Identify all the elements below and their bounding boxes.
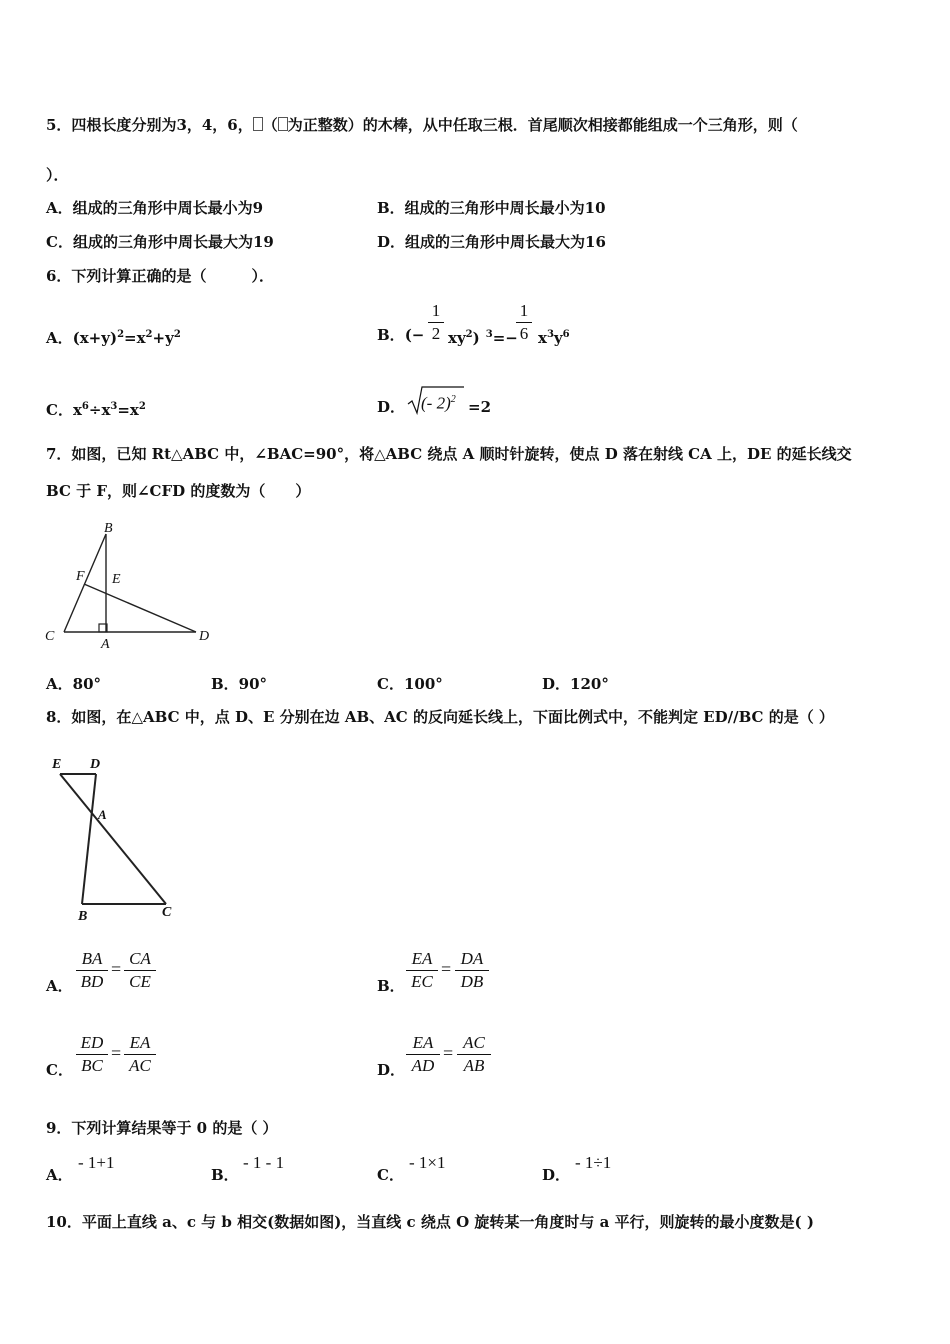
q8-c-fraction-right: $\frac{EA}{AC}$ bbox=[124, 1032, 156, 1077]
q6-option-c[interactable]: C．$x^6\div x^3=x^2$ bbox=[46, 401, 146, 419]
q7-stem-line1: 7．如图，已知 Rt△ABC 中，∠BAC=90°，将△ABC 绕点 A 顺时针旋转，使点 D 落在射线 CA 上，DE 的延长线交 bbox=[46, 445, 852, 463]
q7-label-e: E bbox=[112, 572, 121, 587]
q7-option-a[interactable]: A．80° bbox=[46, 675, 102, 693]
q10-stem: 10．平面上直线 a、c 与 b 相交(数据如图)，当直线 c 绕点 O 旋转某一角度时与 a 平行，则旋转的最小度数是( ) bbox=[46, 1213, 814, 1231]
q8-label-c: C bbox=[162, 905, 172, 920]
q9-c-expr: - 1×1 bbox=[409, 1153, 446, 1172]
q8-d-label: D． bbox=[377, 1061, 406, 1079]
q6-d-result: =2 bbox=[468, 398, 492, 416]
q6-d-radicand: (- 2)$^2$ bbox=[421, 393, 456, 413]
q8-b-equals: = bbox=[441, 959, 452, 979]
q8-label-a: A bbox=[98, 807, 107, 822]
q5-option-a[interactable]: A．组成的三角形中周长最小为9 bbox=[46, 199, 264, 217]
q8-b-fraction-left: $\frac{EA}{EC}$ bbox=[406, 948, 438, 993]
q7-figure bbox=[44, 518, 214, 653]
q7-label-f: F bbox=[76, 569, 85, 584]
q6-b-mid: $xy^2$) $^3$=− bbox=[448, 329, 518, 347]
q6-b-result: $x^3y^6$ bbox=[538, 329, 570, 347]
q8-label-b: B bbox=[78, 909, 88, 924]
q6-d-label: D． bbox=[377, 398, 406, 416]
q8-a-equals: = bbox=[111, 959, 122, 979]
q8-b-label: B． bbox=[377, 977, 405, 995]
q6-stem: 6．下列计算正确的是（ ）． bbox=[46, 267, 274, 285]
q5-option-c[interactable]: C．组成的三角形中周长最大为19 bbox=[46, 233, 274, 251]
q7-option-b[interactable]: B．90° bbox=[211, 675, 268, 693]
q6-b-fraction-2: $\frac{1}{6}$ bbox=[516, 300, 532, 345]
q7-option-d[interactable]: D．120° bbox=[542, 675, 609, 693]
q8-d-fraction-left: $\frac{EA}{AD}$ bbox=[406, 1032, 440, 1077]
q6-b-open: B．(− bbox=[377, 326, 425, 344]
q9-c-label: C． bbox=[377, 1166, 404, 1184]
missing-glyph-icon bbox=[253, 117, 263, 131]
q8-figure bbox=[44, 752, 184, 927]
q8-stem: 8．如图，在△ABC 中，点 D、E 分别在边 AB、AC 的反向延长线上，下面比例式中，不能判定 ED//BC 的是（ ） bbox=[46, 708, 834, 726]
missing-glyph-icon bbox=[278, 117, 288, 131]
q7-label-b: B bbox=[104, 521, 113, 536]
q9-stem: 9．下列计算结果等于 0 的是（ ） bbox=[46, 1119, 278, 1137]
q7-option-c[interactable]: C．100° bbox=[377, 675, 443, 693]
q7-triangle-diagram bbox=[44, 518, 214, 653]
q8-label-e: E bbox=[52, 757, 62, 772]
q5-option-b[interactable]: B．组成的三角形中周长最小为10 bbox=[377, 199, 606, 217]
q9-a-expr: - 1+1 bbox=[78, 1153, 115, 1172]
q8-label-d: D bbox=[90, 757, 101, 772]
q7-stem-line2: BC 于 F，则∠CFD 的度数为（ ） bbox=[46, 482, 311, 500]
q8-c-label: C． bbox=[46, 1061, 73, 1079]
q7-label-a: A bbox=[101, 637, 110, 652]
q8-a-fraction-right: $\frac{CA}{CE}$ bbox=[124, 948, 156, 993]
q9-d-label: D． bbox=[542, 1166, 571, 1184]
q6-b-fraction-1: $\frac{1}{2}$ bbox=[428, 300, 444, 345]
q7-label-c: C bbox=[45, 629, 55, 644]
q8-c-equals: = bbox=[111, 1043, 122, 1063]
q8-b-fraction-right: $\frac{DA}{DB}$ bbox=[455, 948, 489, 993]
q8-d-equals: = bbox=[443, 1043, 454, 1063]
q6-option-a[interactable]: A．$(x+y)^2=x^2+y^2$ bbox=[46, 329, 181, 347]
q5-stem-end: ）． bbox=[46, 166, 69, 184]
q5-stem: 5．四根长度分别为3，4，6， （ 为正整数）的木棒，从中任取三根．首尾顺次相接都能组成一个三角形，则（ bbox=[46, 116, 798, 134]
q8-d-fraction-right: $\frac{AC}{AB}$ bbox=[457, 1032, 491, 1077]
q8-c-fraction-left: $\frac{ED}{BC}$ bbox=[76, 1032, 108, 1077]
q9-a-label: A． bbox=[46, 1166, 73, 1184]
q5-option-d[interactable]: D．组成的三角形中周长最大为16 bbox=[377, 233, 606, 251]
q7-label-d: D bbox=[199, 629, 210, 644]
q8-a-label: A． bbox=[46, 977, 73, 995]
q8-a-fraction-left: $\frac{BA}{BD}$ bbox=[76, 948, 108, 993]
q9-d-expr: - 1÷1 bbox=[575, 1153, 612, 1172]
q9-b-label: B． bbox=[211, 1166, 239, 1184]
q8-triangle-diagram bbox=[44, 752, 184, 927]
q9-b-expr: - 1 - 1 bbox=[243, 1153, 285, 1172]
